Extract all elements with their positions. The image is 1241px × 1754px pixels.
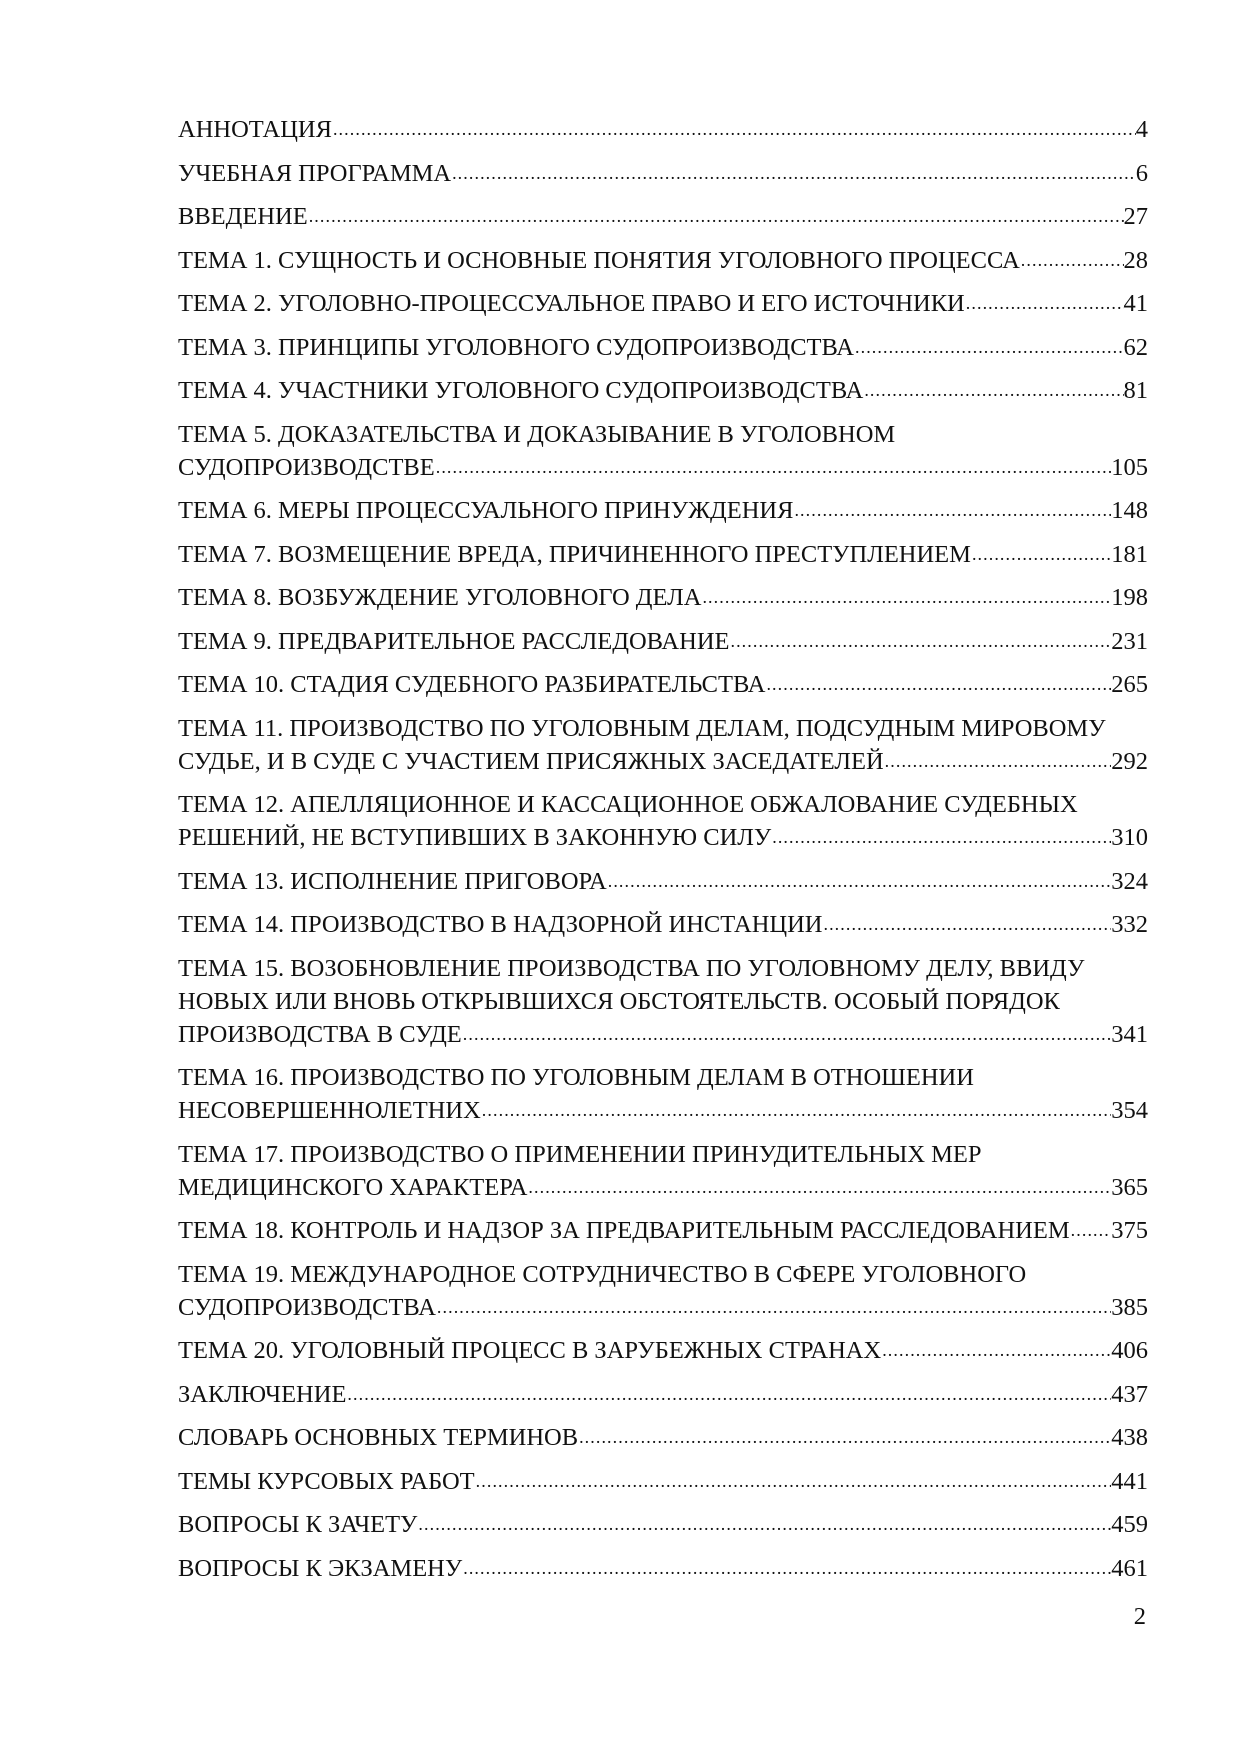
toc-entry[interactable] bbox=[178, 538, 1148, 571]
toc-entry[interactable] bbox=[178, 1334, 1148, 1367]
toc-entry[interactable] bbox=[178, 1214, 1148, 1247]
toc-entry-title-line: ТЕМА 12. АПЕЛЛЯЦИОННОЕ И КАССАЦИОННОЕ ОБЖАЛОВАНИЕ СУДЕБНЫХ bbox=[178, 791, 1078, 818]
toc-dot-leader bbox=[451, 157, 1136, 190]
toc-entry-row bbox=[178, 374, 1148, 407]
toc-page-number: 28 bbox=[1123, 246, 1148, 274]
toc-page-number: 438 bbox=[1111, 1424, 1148, 1451]
toc-entry-row bbox=[178, 1465, 1148, 1498]
toc-page-number: 461 bbox=[1111, 1554, 1148, 1582]
toc-entry-row bbox=[178, 625, 1148, 658]
toc-entry-row bbox=[178, 908, 1148, 941]
toc-page-number: 332 bbox=[1111, 911, 1148, 938]
toc-entry-row bbox=[178, 1094, 1148, 1127]
toc-entry-title: ТЕМА 2. УГОЛОВНО-ПРОЦЕССУАЛЬНОЕ ПРАВО И ЕГО ИСТОЧНИКИ bbox=[178, 290, 965, 317]
toc-entry-row bbox=[178, 1214, 1148, 1247]
toc-page-number: 441 bbox=[1111, 1467, 1148, 1495]
toc-entry[interactable] bbox=[178, 581, 1148, 614]
toc-entry[interactable] bbox=[178, 374, 1148, 407]
toc-entry-row bbox=[178, 668, 1148, 701]
toc-entry-title: ТЕМА 7. ВОЗМЕЩЕНИЕ ВРЕДА, ПРИЧИНЕННОГО ПРЕСТУПЛЕНИЕМ bbox=[178, 540, 971, 568]
toc-entry-title: ТЕМА 4. УЧАСТНИКИ УГОЛОВНОГО СУДОПРОИЗВОДСТВА bbox=[178, 377, 864, 404]
toc-entry-row bbox=[178, 113, 1148, 146]
toc-dot-leader bbox=[1070, 1214, 1112, 1247]
toc-entry-row bbox=[178, 287, 1148, 320]
toc-dot-leader bbox=[971, 538, 1111, 571]
toc-page-number: 181 bbox=[1111, 540, 1148, 568]
toc-entry-row bbox=[178, 1378, 1148, 1411]
toc-entry-title: СЛОВАРЬ ОСНОВНЫХ ТЕРМИНОВ bbox=[178, 1424, 579, 1451]
toc-dot-leader bbox=[436, 1291, 1111, 1324]
page-number: 2 bbox=[1133, 1603, 1146, 1630]
toc-page-number: 385 bbox=[1111, 1293, 1148, 1321]
toc-entry-row bbox=[178, 538, 1148, 571]
toc-entry-title-line: ТЕМА 11. ПРОИЗВОДСТВО ПО УГОЛОВНЫМ ДЕЛАМ, ПОДСУДНЫМ МИРОВОМУ bbox=[178, 714, 1106, 742]
toc-entry-title: ТЕМА 14. ПРОИЗВОДСТВО В НАДЗОРНОЙ ИНСТАНЦИИ bbox=[178, 911, 823, 938]
toc-entry[interactable] bbox=[178, 668, 1148, 701]
toc-page-number: 292 bbox=[1111, 747, 1148, 775]
toc-dot-leader bbox=[332, 113, 1136, 146]
toc-entry-title-line: ТЕМА 16. ПРОИЗВОДСТВО ПО УГОЛОВНЫМ ДЕЛАМ В ОТНОШЕНИИ bbox=[178, 1064, 974, 1091]
toc-page-number: 105 bbox=[1111, 453, 1148, 481]
toc-page-number: 148 bbox=[1111, 497, 1148, 524]
toc-page-number: 437 bbox=[1111, 1380, 1148, 1408]
toc-entry[interactable] bbox=[178, 712, 1148, 778]
toc-entry[interactable] bbox=[178, 908, 1148, 941]
toc-entry[interactable] bbox=[178, 1552, 1148, 1585]
toc-entry[interactable] bbox=[178, 952, 1148, 1051]
toc-entry-title: ТЕМА 10. СТАДИЯ СУДЕБНОГО РАЗБИРАТЕЛЬСТВА bbox=[178, 671, 766, 698]
toc-entry-row bbox=[178, 581, 1148, 614]
toc-entry-row bbox=[178, 1291, 1148, 1324]
toc-page-number: 365 bbox=[1111, 1173, 1148, 1201]
toc-dot-leader bbox=[884, 745, 1112, 778]
toc-entry-title: ТЕМА 18. КОНТРОЛЬ И НАДЗОР ЗА ПРЕДВАРИТЕЛЬНЫМ РАССЛЕДОВАНИЕМ bbox=[178, 1217, 1070, 1244]
toc-dot-leader bbox=[308, 200, 1124, 233]
toc-entry-title-line: ТЕМА 15. ВОЗОБНОВЛЕНИЕ ПРОИЗВОДСТВА ПО УГОЛОВНОМУ ДЕЛУ, ВВИДУ bbox=[178, 954, 1085, 982]
toc-entry-row bbox=[178, 451, 1148, 484]
toc-entry-title: ТЕМА 6. МЕРЫ ПРОЦЕССУАЛЬНОГО ПРИНУЖДЕНИЯ bbox=[178, 497, 794, 524]
toc-entry-title: ВОПРОСЫ К ЭКЗАМЕНУ bbox=[178, 1554, 463, 1582]
toc-entry-title: СУДЬЕ, И В СУДЕ С УЧАСТИЕМ ПРИСЯЖНЫХ ЗАСЕДАТЕЛЕЙ bbox=[178, 747, 884, 775]
toc-entry-title: ТЕМА 8. ВОЗБУЖДЕНИЕ УГОЛОВНОГО ДЕЛА bbox=[178, 584, 702, 611]
toc-page-number: 341 bbox=[1111, 1020, 1148, 1048]
toc-page-number: 265 bbox=[1111, 671, 1148, 698]
toc-page-number: 406 bbox=[1111, 1337, 1148, 1364]
toc-dot-leader bbox=[346, 1378, 1111, 1411]
toc-entry-row bbox=[178, 157, 1148, 190]
toc-page-number: 310 bbox=[1111, 824, 1148, 851]
toc-page-number: 324 bbox=[1111, 867, 1148, 895]
toc-entry-row bbox=[178, 494, 1148, 527]
toc-entry[interactable] bbox=[178, 157, 1148, 190]
toc-dot-leader bbox=[1020, 244, 1124, 277]
toc-entry-title: РЕШЕНИЙ, НЕ ВСТУПИВШИХ В ЗАКОННУЮ СИЛУ bbox=[178, 824, 772, 851]
toc-entry[interactable] bbox=[178, 494, 1148, 527]
toc-entry-title-line: ТЕМА 17. ПРОИЗВОДСТВО О ПРИМЕНЕНИИ ПРИНУДИТЕЛЬНЫХ МЕР bbox=[178, 1140, 982, 1168]
toc-entry-title: УЧЕБНАЯ ПРОГРАММА bbox=[178, 159, 452, 187]
toc-dot-leader bbox=[481, 1094, 1111, 1127]
toc-entry[interactable] bbox=[178, 625, 1148, 658]
toc-entry-row bbox=[178, 865, 1148, 898]
toc-page-number: 27 bbox=[1123, 203, 1148, 230]
toc-entry-row bbox=[178, 244, 1148, 277]
toc-entry-title: ТЕМА 1. СУЩНОСТЬ И ОСНОВНЫЕ ПОНЯТИЯ УГОЛОВНОГО ПРОЦЕССА bbox=[178, 246, 1020, 274]
toc-entry[interactable] bbox=[178, 1508, 1148, 1541]
toc-entry-title: СУДОПРОИЗВОДСТВЕ bbox=[178, 453, 435, 481]
toc-entry-row bbox=[178, 200, 1148, 233]
toc-entry-row bbox=[178, 1508, 1148, 1541]
toc-entry-title: АННОТАЦИЯ bbox=[178, 116, 332, 143]
toc-entry[interactable] bbox=[178, 200, 1148, 233]
toc-page-number: 375 bbox=[1111, 1217, 1148, 1244]
toc-entry[interactable] bbox=[178, 1061, 1148, 1127]
toc-dot-leader bbox=[729, 625, 1111, 658]
toc-entry-title: ТЕМА 20. УГОЛОВНЫЙ ПРОЦЕСС В ЗАРУБЕЖНЫХ СТРАНАХ bbox=[178, 1337, 882, 1364]
toc-dot-leader bbox=[854, 331, 1124, 364]
toc-entry-title-line: ТЕМА 5. ДОКАЗАТЕЛЬСТВА И ДОКАЗЫВАНИЕ В УГОЛОВНОМ bbox=[178, 420, 896, 448]
toc-dot-leader bbox=[607, 865, 1112, 898]
toc-dot-leader bbox=[881, 1334, 1111, 1367]
toc-page-number: 231 bbox=[1111, 627, 1148, 655]
toc-dot-leader bbox=[701, 581, 1111, 614]
toc-entry-title-line: НОВЫХ ИЛИ ВНОВЬ ОТКРЫВШИХСЯ ОБСТОЯТЕЛЬСТВ. ОСОБЫЙ ПОРЯДОК bbox=[178, 987, 1060, 1015]
toc-dot-leader bbox=[435, 451, 1112, 484]
toc-entry-title: ВВЕДЕНИЕ bbox=[178, 203, 308, 230]
toc-entry-title: НЕСОВЕРШЕННОЛЕТНИХ bbox=[178, 1097, 481, 1124]
toc-dot-leader bbox=[822, 908, 1111, 941]
toc-entry[interactable] bbox=[178, 865, 1148, 898]
toc-page-number: 198 bbox=[1111, 584, 1148, 611]
toc-page-number: 4 bbox=[1135, 116, 1148, 143]
toc-entry-title: ТЕМА 9. ПРЕДВАРИТЕЛЬНОЕ РАССЛЕДОВАНИЕ bbox=[178, 627, 730, 655]
toc-entry-row bbox=[178, 1018, 1148, 1051]
toc-page-number: 459 bbox=[1111, 1511, 1148, 1538]
toc-entry-title-line: ТЕМА 19. МЕЖДУНАРОДНОЕ СОТРУДНИЧЕСТВО В СФЕРЕ УГОЛОВНОГО bbox=[178, 1260, 1027, 1288]
toc-entry-row bbox=[178, 1552, 1148, 1585]
toc-entry[interactable] bbox=[178, 1421, 1148, 1454]
toc-entry[interactable] bbox=[178, 1258, 1148, 1324]
toc-entry-title: МЕДИЦИНСКОГО ХАРАКТЕРА bbox=[178, 1173, 528, 1201]
toc-entry-row bbox=[178, 821, 1148, 854]
toc-entry-title: ВОПРОСЫ К ЗАЧЕТУ bbox=[178, 1511, 418, 1538]
toc-entry-row bbox=[178, 1334, 1148, 1367]
toc-entry-title: ТЕМА 3. ПРИНЦИПЫ УГОЛОВНОГО СУДОПРОИЗВОДСТВА bbox=[178, 333, 854, 361]
toc-entry[interactable] bbox=[178, 244, 1148, 277]
toc-dot-leader bbox=[965, 287, 1124, 320]
toc-entry-title: ЗАКЛЮЧЕНИЕ bbox=[178, 1380, 347, 1408]
toc-page-number: 354 bbox=[1111, 1097, 1148, 1124]
toc-dot-leader bbox=[417, 1508, 1111, 1541]
toc-dot-leader bbox=[793, 494, 1111, 527]
toc-dot-leader bbox=[527, 1171, 1111, 1204]
toc-page-number: 81 bbox=[1123, 377, 1148, 404]
toc-entry-row bbox=[178, 1171, 1148, 1204]
table-of-contents bbox=[178, 113, 1148, 1595]
toc-page-number: 62 bbox=[1123, 333, 1148, 361]
toc-entry-title: ПРОИЗВОДСТВА В СУДЕ bbox=[178, 1020, 462, 1048]
toc-dot-leader bbox=[578, 1421, 1111, 1454]
toc-entry-title: ТЕМЫ КУРСОВЫХ РАБОТ bbox=[178, 1467, 475, 1495]
toc-entry[interactable] bbox=[178, 331, 1148, 364]
toc-dot-leader bbox=[771, 821, 1111, 854]
toc-entry-title: ТЕМА 13. ИСПОЛНЕНИЕ ПРИГОВОРА bbox=[178, 867, 607, 895]
toc-dot-leader bbox=[475, 1465, 1112, 1498]
toc-page-number: 41 bbox=[1123, 290, 1148, 317]
toc-entry[interactable] bbox=[178, 1378, 1148, 1411]
toc-entry[interactable] bbox=[178, 788, 1148, 854]
toc-entry-row bbox=[178, 1421, 1148, 1454]
toc-entry-row bbox=[178, 745, 1148, 778]
toc-entry[interactable] bbox=[178, 1465, 1148, 1498]
toc-dot-leader bbox=[765, 668, 1111, 701]
toc-entry[interactable] bbox=[178, 418, 1148, 484]
toc-dot-leader bbox=[462, 1018, 1111, 1051]
toc-entry[interactable] bbox=[178, 1138, 1148, 1204]
toc-dot-leader bbox=[863, 374, 1123, 407]
toc-dot-leader bbox=[462, 1552, 1111, 1585]
toc-entry[interactable] bbox=[178, 287, 1148, 320]
toc-entry-title: СУДОПРОИЗВОДСТВА bbox=[178, 1293, 436, 1321]
toc-entry[interactable] bbox=[178, 113, 1148, 146]
toc-page-number: 6 bbox=[1135, 159, 1148, 187]
toc-entry-row bbox=[178, 331, 1148, 364]
